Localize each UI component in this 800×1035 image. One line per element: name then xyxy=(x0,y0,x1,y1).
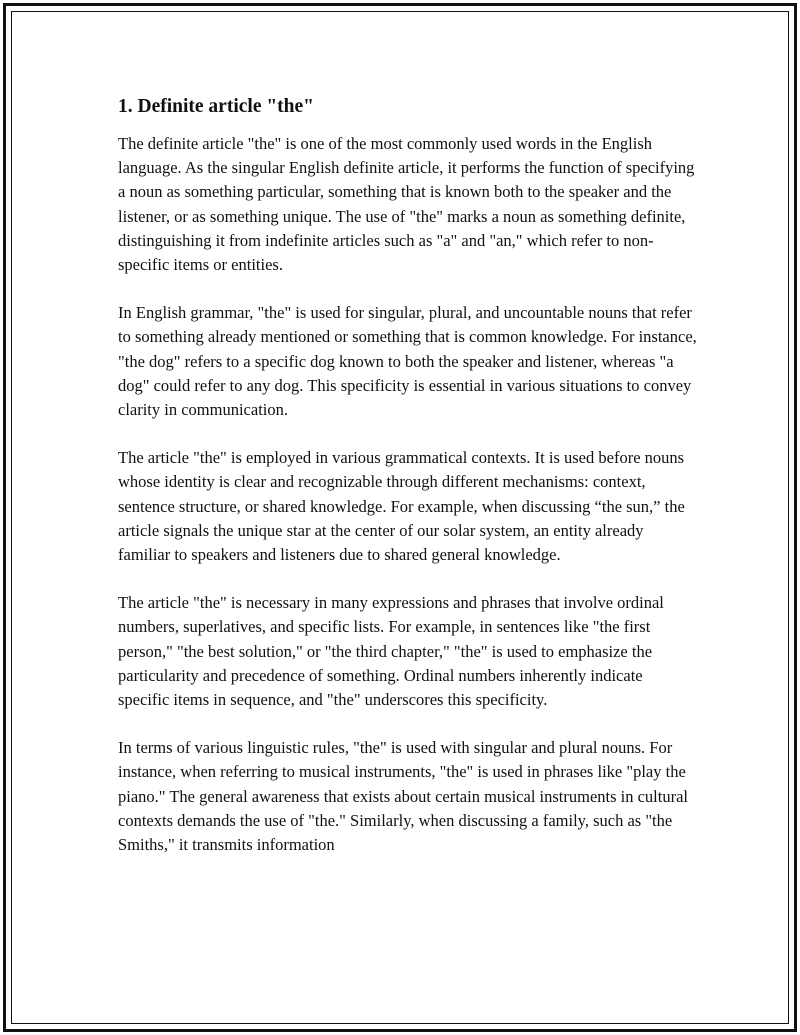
document-body xyxy=(118,93,698,881)
paragraph-2: In English grammar, "the" is used for singular, plural, and uncountable nouns that refer to something already mentioned or something that is common knowledge. For instance, "the dog" refers to a specific dog known to both the speaker and listener, whereas "a dog" could refer to any dog. This specificity is essential in various situations to convey clarity in communication. xyxy=(118,303,697,420)
paragraph-5: In terms of various linguistic rules, "the" is used with singular and plural nouns. For instance, when referring to musical instruments, "the" is used in phrases like "play the piano." The general awareness that exists about certain musical instruments in cultural contexts demands the use of "the." Similarly, when discussing a family, such as "the Smiths," it transmits information xyxy=(118,738,689,855)
paragraph-4: The article "the" is necessary in many expressions and phrases that involve ordinal numbers, superlatives, and specific lists. For example, in sentences like "the first person," "the best solution," or "the third chapter," "the" is used to emphasize the particularity and precedence of something. Ordinal numbers inherently indicate specific items in sequence, and "the" underscores this specificity. xyxy=(118,593,664,710)
paragraph-3: The article "the" is employed in various grammatical contexts. It is used before nouns whose identity is clear and recognizable through different mechanisms: context, sentence structure, or shared knowledge. For example, when discussing “the sun,” the article signals the unique star at the center of our solar system, an entity already familiar to speakers and listeners due to shared general knowledge. xyxy=(118,448,685,565)
paragraph-1: The definite article "the" is one of the most commonly used words in the English language. As the singular English definite article, it performs the function of specifying a noun as something particular, something that is known both to the speaker and the listener, or as something unique. The use of "the" marks a noun as something definite, distinguishing it from indefinite articles such as "a" and "an," which refer to non-specific items or entities. xyxy=(118,134,695,275)
section-heading: 1. Definite article "the" xyxy=(118,96,314,117)
